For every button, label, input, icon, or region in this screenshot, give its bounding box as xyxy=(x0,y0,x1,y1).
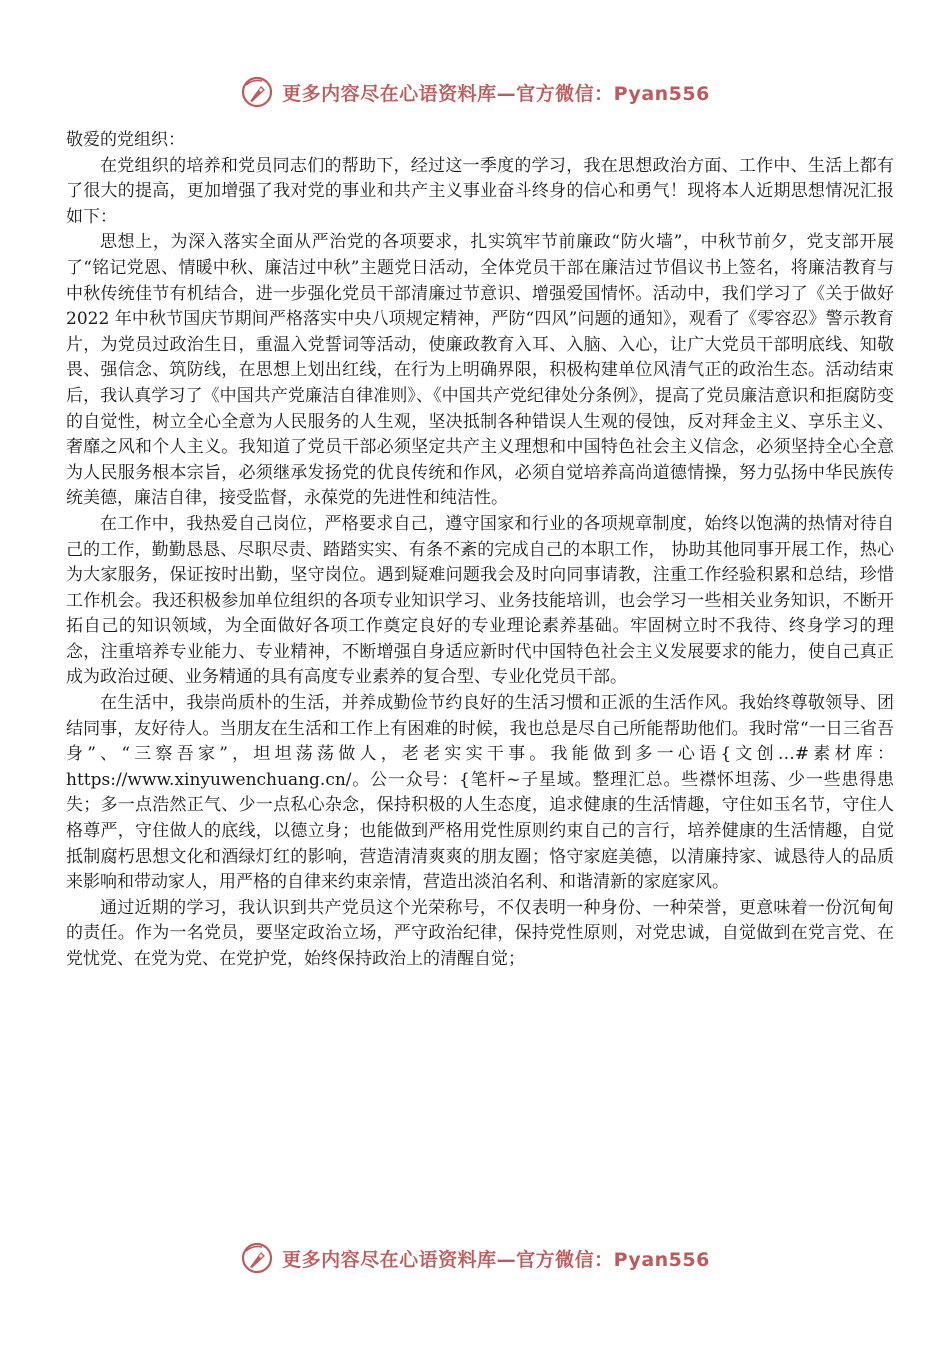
header-watermark xyxy=(0,72,950,112)
paragraph-life: 在生活中，我崇尚质朴的生活，并养成勤俭节约良好的生活习惯和正派的生活作风。我始终尊敬领导、团结同事，友好待人。当朋友在生活和工作上有困难的时候，我也总是尽自己所能帮助他们。我时常“一日三省吾身”、“三察吾家”，坦坦荡荡做人，老老实实干事。我能做到多一心语{文创…#素材库：https://www.xinyuwenchuang.cn/。公一众号：{笔杆~子星域。整理汇总。些襟怀坦荡、少一些患得患失；多一点浩然正气、少一点私心杂念，保持积极的人生态度，追求健康的生活情趣，守住如玉名节，守住人格尊严，守住做人的底线，以德立身；也能做到严格用党性原则约束自己的言行，培养健康的生活情趣，自觉抵制腐朽思想文化和酒绿灯红的影响，营造清清爽爽的朋友圈；恪守家庭美德，以清廉持家、诚恳待人的品质来影响和带动家人，用严格的自律来约束亲情，营造出淡泊名利、和谐清新的家庭家风。 xyxy=(66,693,894,893)
footer-watermark-text: 更多内容尽在心语资料库—官方微信：Pyan556 xyxy=(282,1248,710,1271)
pen-nib-logo-icon xyxy=(240,1241,274,1275)
report-body xyxy=(66,128,894,973)
header-watermark-text: 更多内容尽在心语资料库—官方微信：Pyan556 xyxy=(282,82,710,105)
salutation: 敬爱的党组织： xyxy=(66,130,185,150)
paragraph-intro: 在党组织的培养和党员同志们的帮助下，经过这一季度的学习，我在思想政治方面、工作中、生活上都有了很大的提高，更加增强了我对党的事业和共产主义事业奋斗终身的信心和勇气！现将本人近期思想情况汇报如下： xyxy=(66,155,894,227)
footer-watermark xyxy=(0,1238,950,1278)
paragraph-conclusion: 通过近期的学习，我认识到共产党员这个光荣称号，不仅表明一种身份、一种荣誉，更意味着一份沉甸甸的责任。作为一名党员，要坚定政治立场，严守政治纪律，保持党性原则，对党忠诚，自觉做到在党言党、在党忧党、在党为党、在党护党，始终保持政治上的清醒自觉； xyxy=(66,897,894,969)
paragraph-ideology: 思想上，为深入落实全面从严治党的各项要求，扎实筑牢节前廉政“防火墙”，中秋节前夕，党支部开展了“铭记党恩、情暖中秋、廉洁过中秋”主题党日活动，全体党员干部在廉洁过节倡议书上签名，将廉洁教育与中秋传统佳节有机结合，进一步强化党员干部清廉过节意识、增强爱国情怀。活动中，我们学习了《关于做好 2022 年中秋节国庆节期间严格落实中央八项规定精神，严防“四风”问题的通知》，观看了《零容忍》警示教育片，为党员过政治生日，重温入党誓词等活动，使廉政教育入耳、入脑、入心，让广大党员干部明底线、知敬畏、强信念、筑防线，在思想上划出红线，在行为上明确界限，积极构建单位风清气正的政治生态。活动结束后，我认真学习了《中国共产党廉洁自律准则》、《中国共产党纪律处分条例》，提高了党员廉洁意识和拒腐防变的自觉性，树立全心全意为人民服务的人生观，坚决抵制各种错误人生观的侵蚀，反对拜金主义、享乐主义、奢靡之风和个人主义。我知道了党员干部必须坚定共产主义理想和中国特色社会主义信念，必须坚持全心全意为人民服务根本宗旨，必须继承发扬党的优良传统和作风，必须自觉培养高尚道德情操，努力弘扬中华民族传统美德，廉洁自律，接受监督，永葆党的先进性和纯洁性。 xyxy=(66,232,894,509)
pen-nib-logo-icon xyxy=(240,75,274,109)
paragraph-work: 在工作中，我热爱自己岗位，严格要求自己，遵守国家和行业的各项规章制度，始终以饱满的热情对待自己的工作，勤勤恳恳、尽职尽责、踏踏实实、有条不紊的完成自己的本职工作， 协助其他同事开展工作，热心为大家服务，保证按时出勤，坚守岗位。遇到疑难问题我会及时向同事请教，注重工作经验积累和总结，珍惜工作机会。我还积极参加单位组织的各项专业知识学习、业务技能培训，也会学习一些相关业务知识，不断开拓自己的知识领域，为全面做好各项工作奠定良好的专业理论素养基础。牢固树立时不我待、终身学习的理念，注重培养专业能力、专业精神，不断增强自身适应新时代中国特色社会主义发展要求的能力，使自己真正成为政治过硬、业务精通的具有高度专业素养的复合型、专业化党员干部。 xyxy=(66,513,894,688)
